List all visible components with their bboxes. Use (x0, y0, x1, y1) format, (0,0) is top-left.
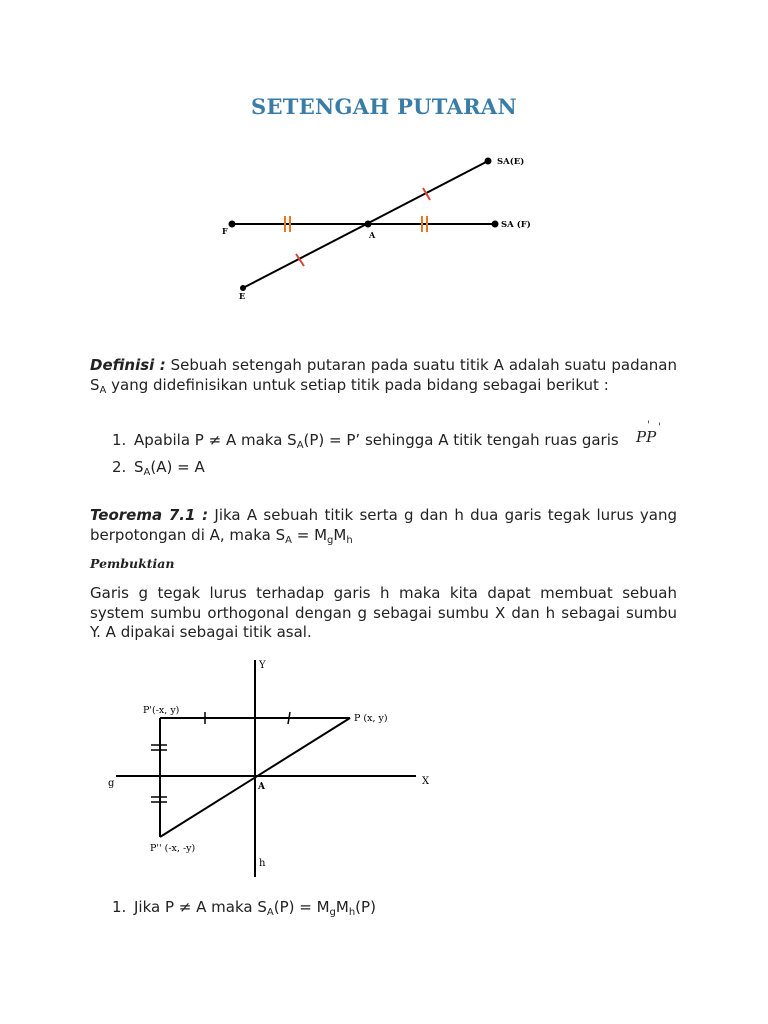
label-h: h (259, 858, 266, 869)
definition-item-2: 2. $S_A(A) = A$ (112, 458, 205, 478)
label-p-double-prime: P'' (-x, -y) (150, 843, 196, 854)
point-f (229, 221, 236, 228)
label-y: Y (259, 660, 266, 671)
label-p: P (x, y) (354, 713, 388, 724)
definition-paragraph (90, 356, 677, 395)
tick-mark-2 (288, 712, 290, 724)
definition-sub-a: A (99, 384, 107, 396)
theorem-paragraph: Teorema 7.1 : Jika A sebuah titik serta g dan h dua garis tegak lurus yang berpotongan di A, maka $S_A = M_gM_h$ (90, 506, 678, 546)
theorem-lead: Teorema 7.1 : (90, 506, 209, 524)
label-p-prime: P'(-x, y) (143, 705, 180, 716)
definition-item-1: 1. Apabila P ≠ A maka $S_A(P) = P$’ sehingga A titik tengah ruas garis (112, 431, 619, 451)
proof-item-1: 1. Jika P ≠ A maka $S_A(P) = M_gM_h(P)$ (112, 898, 376, 918)
point-a (365, 221, 372, 228)
coordinate-figure (100, 655, 460, 880)
label-a: A (258, 782, 265, 792)
label-e: E (239, 291, 246, 301)
proof-paragraph: Garis g tegak lurus terhadap garis h maka kita dapat membuat sebuah system sumbu orthogonal dengan g sebagai sumbu X dan h sebagai sumbu Y. A dipakai sebagai titik asal. (90, 584, 677, 641)
point-sae (485, 158, 492, 165)
half-turn-figure (210, 150, 550, 310)
proof-heading: Pembuktian (90, 556, 175, 571)
page-title: SETENGAH PUTARAN (251, 94, 517, 119)
definition-text-1: Sebuah setengah putaran pada suatu titik A adalah suatu padanan S (90, 356, 677, 394)
label-f: F (222, 226, 228, 236)
label-g: g (108, 778, 115, 789)
label-sa-e: SA(E) (497, 157, 525, 167)
point-saf (492, 221, 499, 228)
definition-text-2: yang didefinisikan untuk setiap titik pada bidang sebagai berikut : (111, 375, 609, 394)
label-x: X (422, 776, 430, 787)
definition-lead: Definisi : (90, 356, 166, 374)
segment-pp-prime: PP ' ' (636, 420, 661, 446)
label-sa-f: SA (F) (501, 220, 531, 230)
label-a: A (369, 230, 376, 240)
